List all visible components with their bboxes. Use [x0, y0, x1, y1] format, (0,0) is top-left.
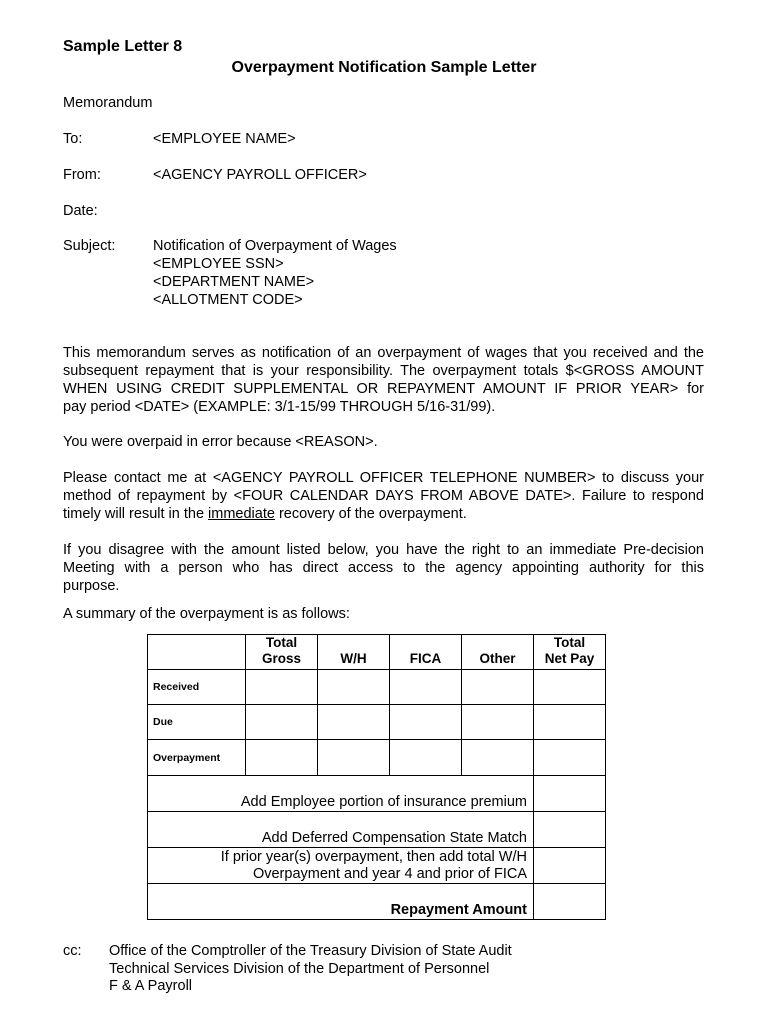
table-row: [148, 670, 606, 705]
from-label: From:: [63, 167, 101, 183]
sample-letter-label: Sample Letter 8: [63, 38, 183, 55]
paragraph-line: WHEN USING CREDIT SUPPLEMENTAL OR REPAYMENT AMOUNT IF PRIOR YEAR> for: [63, 381, 704, 397]
row-label-overpayment: Overpayment: [148, 740, 246, 776]
table-cell: [390, 740, 462, 776]
summary-intro: A summary of the overpayment is as follows:: [63, 606, 350, 622]
from-value: <AGENCY PAYROLL OFFICER>: [153, 167, 367, 183]
memo-type: Memorandum: [63, 95, 153, 111]
table-cell: [390, 670, 462, 705]
table-cell: [246, 670, 318, 705]
header-fica: FICA: [390, 635, 462, 670]
table-cell: [462, 740, 534, 776]
table-cell: [246, 705, 318, 740]
text-segment: timely will result in the: [63, 506, 209, 522]
subject-allotment: <ALLOTMENT CODE>: [153, 292, 303, 308]
paragraph-line: Meeting with a person who has direct access to the agency appointing authority for this: [63, 560, 704, 576]
header-other: Other: [462, 635, 534, 670]
row-label-due: Due: [148, 705, 246, 740]
paragraph-line: purpose.: [63, 578, 120, 594]
repayment-amount-label: Repayment Amount: [148, 884, 534, 920]
deferred-compensation-value: [534, 812, 606, 848]
header-text: Net Pay: [544, 651, 595, 666]
notification-paragraph: [63, 344, 704, 416]
table-header-row: [148, 635, 606, 670]
row-label-received: Received: [148, 670, 246, 705]
contact-paragraph: [63, 469, 704, 523]
header-wh: W/H: [318, 635, 390, 670]
prior-year-value: [534, 848, 606, 884]
table-row: [148, 884, 606, 920]
deferred-compensation-label: Add Deferred Compensation State Match: [148, 812, 534, 848]
overpayment-summary-table: [147, 634, 606, 920]
emphasis-immediate: immediate: [208, 506, 275, 522]
table-cell: [462, 670, 534, 705]
subject-line: Notification of Overpayment of Wages: [153, 238, 397, 254]
table-row: [148, 848, 606, 884]
cc-recipient: Office of the Comptroller of the Treasury Division of State Audit: [109, 943, 512, 959]
table-row: [148, 740, 606, 776]
prior-year-text: Overpayment and year 4 and prior of FICA: [252, 866, 527, 882]
document-title: Overpayment Notification Sample Letter: [231, 59, 537, 76]
table-row: [148, 812, 606, 848]
subject-ssn: <EMPLOYEE SSN>: [153, 256, 284, 272]
repayment-amount-value: [534, 884, 606, 920]
reason-paragraph: You were overpaid in error because <REASON>.: [63, 434, 378, 450]
paragraph-line: [63, 505, 704, 523]
table-cell: [318, 670, 390, 705]
table-cell: [318, 705, 390, 740]
subject-department: <DEPARTMENT NAME>: [153, 274, 315, 290]
table-cell: [534, 705, 606, 740]
table-cell: [534, 670, 606, 705]
paragraph-line: pay period <DATE> (EXAMPLE: 3/1-15/99 THROUGH 5/16-31/99).: [63, 399, 496, 415]
table-cell: [462, 705, 534, 740]
to-value: <EMPLOYEE NAME>: [153, 131, 296, 147]
table-cell: [390, 705, 462, 740]
table-row: [148, 705, 606, 740]
table-row: [148, 776, 606, 812]
prior-year-label: [148, 848, 534, 884]
header-total-gross: [246, 635, 318, 670]
table-cell: [246, 740, 318, 776]
text-segment: recovery of the overpayment.: [274, 506, 467, 522]
header-empty-cell: [148, 635, 246, 670]
header-text: Gross: [261, 651, 302, 666]
cc-label: cc:: [63, 943, 82, 959]
disagree-paragraph: [63, 541, 704, 595]
insurance-premium-label: Add Employee portion of insurance premium: [148, 776, 534, 812]
paragraph-line: method of repayment by <FOUR CALENDAR DAYS FROM ABOVE DATE>. Failure to respond: [63, 488, 704, 504]
date-label: Date:: [63, 203, 98, 219]
header-text: Total: [553, 635, 586, 650]
to-label: To:: [63, 131, 83, 147]
cc-recipient: Technical Services Division of the Department of Personnel: [109, 961, 490, 977]
header-total-net-pay: [534, 635, 606, 670]
paragraph-line: subsequent repayment that is your responsibility. The overpayment totals $<GROSS AMOUNT: [63, 363, 704, 379]
prior-year-text: If prior year(s) overpayment, then add total W/H: [220, 849, 527, 865]
table-cell: [318, 740, 390, 776]
paragraph-line: If you disagree with the amount listed below, you have the right to an immediate Pre-decision: [63, 542, 704, 558]
paragraph-line: Please contact me at <AGENCY PAYROLL OFFICER TELEPHONE NUMBER> to discuss your: [63, 470, 704, 486]
header-text: Total: [265, 635, 298, 650]
cc-recipient: F & A Payroll: [109, 978, 193, 994]
table-cell: [534, 740, 606, 776]
paragraph-line: This memorandum serves as notification of an overpayment of wages that you received and the: [63, 345, 704, 361]
insurance-premium-value: [534, 776, 606, 812]
subject-label: Subject:: [63, 238, 116, 254]
